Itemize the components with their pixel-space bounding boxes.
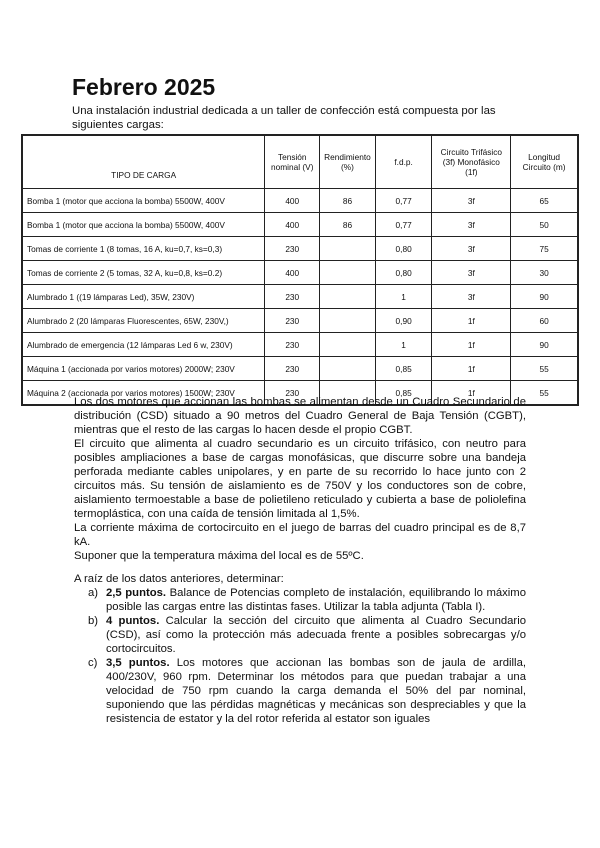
table-row xyxy=(23,237,578,261)
table-cell: 230 xyxy=(265,237,320,261)
paragraph: La corriente máxima de cortocircuito en el juego de barras del cuadro principal es de 8,7 kA. xyxy=(74,522,526,548)
table-cell: 86 xyxy=(320,189,376,213)
table-cell xyxy=(320,357,376,381)
table-cell: 65 xyxy=(511,189,578,213)
table-cell: Bomba 1 (motor que acciona la bomba) 5500W, 400V xyxy=(23,189,265,213)
table-row xyxy=(23,333,578,357)
table-cell: 30 xyxy=(511,261,578,285)
table-cell: 1f xyxy=(432,309,511,333)
task-label: b) xyxy=(88,615,99,627)
task-item xyxy=(74,586,526,614)
table-cell: 1f xyxy=(432,357,511,381)
table-cell: Alumbrado 2 (20 lámparas Fluorescentes, 65W, 230V,) xyxy=(23,309,265,333)
table-row xyxy=(23,213,578,237)
task-text xyxy=(106,586,526,614)
task-description: Calcular la sección del circuito que alimenta al Cuadro Secundario (CSD), así como la protección más adecuada frente a posibles sobrecargas y/o cortocircuitos. xyxy=(106,615,526,655)
task-description: Balance de Potencias completo de instalación, equilibrando lo máximo posible las cargas entre las distintas fases. Utilizar la tabla adjunta (Tabla I). xyxy=(106,587,526,613)
table-cell: 0,77 xyxy=(375,213,432,237)
table-cell: Tomas de corriente 1 (8 tomas, 16 A, ku=0,7, ks=0,3) xyxy=(23,237,265,261)
table-cell: 230 xyxy=(265,333,320,357)
table-cell: 0,77 xyxy=(375,189,432,213)
header-tension: Tensión nominal (V) xyxy=(265,136,320,189)
description xyxy=(74,395,526,563)
table-row xyxy=(23,309,578,333)
table-cell: 90 xyxy=(511,333,578,357)
table-row xyxy=(23,189,578,213)
table-cell: Bomba 1 (motor que acciona la bomba) 5500W, 400V xyxy=(23,213,265,237)
loads-table xyxy=(22,135,578,405)
paragraph: Los dos motores que accionan las bombas se alimentan desde un Cuadro Secundario de distribución (CSD) situado a 90 metros del Cuadro General de Baja Tensión (CGBT), mientras que el resto de las cargas lo hacen desde el propio CGBT. xyxy=(74,396,526,436)
table-cell: 230 xyxy=(265,285,320,309)
header-fdp: f.d.p. xyxy=(375,136,432,189)
task-label: c) xyxy=(88,657,98,669)
table-cell xyxy=(320,309,376,333)
task-label: a) xyxy=(88,587,99,599)
table-cell: 1f xyxy=(432,381,511,405)
table-cell: 0,80 xyxy=(375,237,432,261)
table-cell: 230 xyxy=(265,309,320,333)
table-cell: 55 xyxy=(511,357,578,381)
table-cell: Tomas de corriente 2 (5 tomas, 32 A, ku=0,8, ks=0.2) xyxy=(23,261,265,285)
task-item xyxy=(74,614,526,656)
table-row xyxy=(23,261,578,285)
task-description: Los motores que accionan las bombas son de jaula de ardilla, 400/230V, 960 rpm. Determinar los métodos para que puedan trabajar a una velocidad de 750 rpm cuando la carga demanda el 50% del par nominal, suponiendo que las pérdidas magnéticas y mecánicas son despreciables y que la resistencia de estator y la del rotor referida al estator son iguales xyxy=(106,657,526,725)
table-cell: 1f xyxy=(432,333,511,357)
table-cell: 230 xyxy=(265,357,320,381)
header-circuito: Circuito Trifásico (3f) Monofásico (1f) xyxy=(432,136,511,189)
table-cell: Máquina 2 (accionada por varios motores) 1500W; 230V xyxy=(23,381,265,405)
table-cell: 3f xyxy=(432,213,511,237)
task-list xyxy=(74,586,526,726)
table-row xyxy=(23,357,578,381)
header-longitud: Longitud Circuito (m) xyxy=(511,136,578,189)
table-cell: Máquina 1 (accionada por varios motores) 2000W; 230V xyxy=(23,357,265,381)
table-cell: 60 xyxy=(511,309,578,333)
table-cell: 400 xyxy=(265,213,320,237)
table-cell: Alumbrado 1 ((19 lámparas Led), 35W, 230V) xyxy=(23,285,265,309)
table-header-row xyxy=(23,136,578,189)
table-cell xyxy=(320,285,376,309)
table-cell: 50 xyxy=(511,213,578,237)
table-cell: 3f xyxy=(432,261,511,285)
table-cell: 3f xyxy=(432,189,511,213)
task-item xyxy=(74,656,526,726)
tasks-section xyxy=(74,572,526,726)
table-cell: 55 xyxy=(511,381,578,405)
task-text xyxy=(106,656,526,726)
table-cell: 0,85 xyxy=(375,381,432,405)
table-row xyxy=(23,285,578,309)
table-cell: 400 xyxy=(265,261,320,285)
table-cell: 1 xyxy=(375,285,432,309)
table-cell xyxy=(320,237,376,261)
table-cell: 230 xyxy=(265,381,320,405)
table-cell: Alumbrado de emergencia (12 lámparas Led 6 w, 230V) xyxy=(23,333,265,357)
table-cell: 86 xyxy=(320,213,376,237)
table-cell: 75 xyxy=(511,237,578,261)
header-rendimiento: Rendimiento (%) xyxy=(320,136,376,189)
page-title: Febrero 2025 xyxy=(72,74,216,100)
table-cell xyxy=(320,261,376,285)
table-cell: 1 xyxy=(375,333,432,357)
table-cell: 400 xyxy=(265,189,320,213)
paragraph: El circuito que alimenta al cuadro secundario es un circuito trifásico, con neutro para posibles ampliaciones a base de cargas monofásicas, que discurre sobre una bandeja perforada mediante cables unipolares, y en parte de su recorrido lo hace junto con 2 circuitos más. Su tensión de aislamiento es de 750V y los conductores son de cobre, aislamiento termoestable a base de polietileno reticulado y cubierta a base de poliolefina termoplástica, con una caída de tensión limitada al 1,5%. xyxy=(74,438,526,520)
table-cell: 3f xyxy=(432,285,511,309)
table-cell: 0,80 xyxy=(375,261,432,285)
task-points: 2,5 puntos. xyxy=(106,587,167,599)
task-points: 4 puntos. xyxy=(106,615,160,627)
task-points: 3,5 puntos. xyxy=(106,657,170,669)
table-cell: 0,90 xyxy=(375,309,432,333)
table-cell: 3f xyxy=(432,237,511,261)
task-text xyxy=(106,614,526,656)
intro-text: Una instalación industrial dedicada a un taller de confección está compuesta por las siguientes cargas: xyxy=(72,105,496,131)
table-cell xyxy=(320,333,376,357)
tasks-intro: A raíz de los datos anteriores, determinar: xyxy=(74,573,284,585)
table-cell: 0,85 xyxy=(375,357,432,381)
table-cell: 90 xyxy=(511,285,578,309)
paragraph: Suponer que la temperatura máxima del local es de 55ºC. xyxy=(74,550,364,562)
header-tipo: TIPO DE CARGA xyxy=(23,136,265,189)
